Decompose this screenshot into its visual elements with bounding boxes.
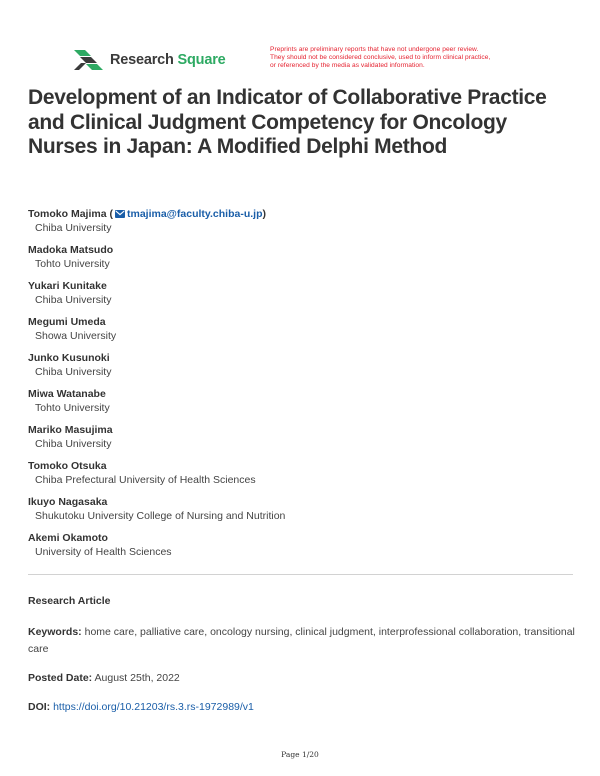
- disclaimer-line: Preprints are preliminary reports that have not undergone peer review.: [270, 46, 479, 53]
- header: [74, 46, 534, 76]
- author-entry: [28, 207, 568, 243]
- doi: [28, 699, 578, 716]
- article-type: [28, 593, 578, 610]
- author-list: [28, 207, 568, 567]
- author-entry: [28, 459, 568, 495]
- keywords-value: home care, palliative care, oncology nursing, clinical judgment, interprofessional collaboration, transitional care: [28, 626, 575, 655]
- author-entry: [28, 531, 568, 567]
- research-square-logo[interactable]: [74, 48, 226, 72]
- keywords-label: Keywords:: [28, 626, 82, 638]
- section-divider: [28, 574, 573, 575]
- open-paren: (: [109, 208, 113, 220]
- paper-title: Development of an Indicator of Collaborative Practice and Clinical Judgment Competency for Oncology Nurses in Japan: A Modified Delphi Method: [28, 86, 547, 158]
- author-entry: [28, 351, 568, 387]
- author-affiliation: Chiba University: [35, 294, 112, 306]
- author-entry: [28, 279, 568, 315]
- author-entry: [28, 387, 568, 423]
- author-email-link[interactable]: tmajima@faculty.chiba-u.jp: [127, 208, 263, 220]
- author-name: Tomoko Majima: [28, 208, 107, 220]
- author-affiliation: Chiba University: [35, 222, 112, 234]
- author-entry: [28, 495, 568, 531]
- disclaimer-line: They should not be considered conclusive, used to inform clinical practice,: [270, 54, 491, 62]
- author-affiliation: Tohto University: [35, 258, 110, 270]
- author-name: Madoka Matsudo: [28, 244, 114, 256]
- doi-label: DOI:: [28, 701, 51, 713]
- preprint-disclaimer: [270, 46, 540, 71]
- posted-date-value: August 25th, 2022: [94, 672, 180, 684]
- author-affiliation: Showa University: [35, 330, 117, 342]
- author-name: Tomoko Otsuka: [28, 460, 107, 472]
- mail-icon: [115, 210, 125, 218]
- logo-word-research: Research: [110, 52, 174, 68]
- posted-date: [28, 670, 578, 687]
- author-name: Megumi Umeda: [28, 316, 106, 328]
- author-name: Yukari Kunitake: [28, 280, 107, 292]
- keywords: [28, 624, 578, 658]
- author-affiliation: University of Health Sciences: [35, 546, 172, 558]
- author-affiliation: Chiba Prefectural University of Health Sciences: [35, 474, 256, 486]
- disclaimer-line: or referenced by the media as validated information.: [270, 62, 425, 70]
- author-entry: [28, 315, 568, 351]
- author-name: Miwa Watanabe: [28, 388, 106, 400]
- author-name: Junko Kusunoki: [28, 352, 110, 364]
- author-affiliation: Shukutoku University College of Nursing and Nutrition: [35, 510, 286, 522]
- author-name: Ikuyo Nagasaka: [28, 496, 108, 508]
- posted-date-label: Posted Date:: [28, 672, 93, 684]
- close-paren: ): [262, 208, 266, 220]
- logo-wordmark: [110, 52, 226, 68]
- author-affiliation: Chiba University: [35, 366, 112, 378]
- corresponding-author: [28, 207, 568, 221]
- author-affiliation: Chiba University: [35, 438, 112, 450]
- author-entry: [28, 243, 568, 279]
- author-name: Akemi Okamoto: [28, 532, 108, 544]
- author-affiliation: Tohto University: [35, 402, 110, 414]
- article-type-label: Research Article: [28, 595, 111, 607]
- author-entry: [28, 423, 568, 459]
- logo-word-square: Square: [177, 52, 226, 68]
- doi-link[interactable]: https://doi.org/10.21203/rs.3.rs-1972989/v1: [53, 701, 254, 713]
- page-number: Page 1/20: [281, 750, 319, 759]
- author-name: Mariko Masujima: [28, 424, 113, 436]
- research-square-logo-icon: [74, 48, 104, 72]
